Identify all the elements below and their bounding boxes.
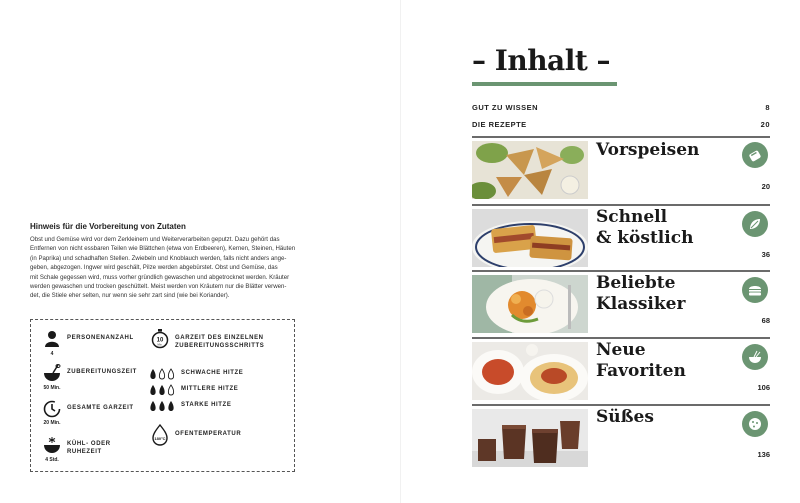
page-gutter xyxy=(400,0,401,503)
hint-line: werden gewaschen und trocken geschüttelt. Meist werden von Kräutern nur die Blätter verwen- xyxy=(30,283,287,291)
hint-line: (in Paprika) und schadhaften Stellen. Zwiebeln und Knoblauch werden, falls nicht anders ange- xyxy=(30,254,287,262)
section-page-neue-favoriten: 106 xyxy=(757,383,770,392)
vorspeisen-photo xyxy=(472,141,588,199)
hint-line: Obst und Gemüse wird vor dem Zerkleinern und Weiterverarbeiten geputzt. Dazu gehört das xyxy=(30,236,280,243)
schnell-koestlich-photo xyxy=(472,209,588,267)
toc-entry-gut-zu-wissen[interactable] xyxy=(472,103,770,112)
section-divider xyxy=(472,136,770,138)
burger-icon xyxy=(742,277,768,303)
legend-step-time-line2: ZUBEREITUNGSSCHRITTS xyxy=(175,343,265,349)
legend-servings xyxy=(43,330,134,348)
section-title-line: Neue xyxy=(596,340,646,360)
legend-total-time-example: 20 Min. xyxy=(43,420,61,426)
legend-servings-example: 4 xyxy=(50,351,54,357)
section-title-line: Beliebte xyxy=(596,273,676,293)
clock-icon xyxy=(43,400,61,418)
legend-medium-heat-label: MITTLERE HITZE xyxy=(181,386,239,392)
toc-title-underline xyxy=(472,82,617,86)
oven-thermometer-icon xyxy=(151,424,169,446)
section-divider xyxy=(472,204,770,206)
legend-high-heat xyxy=(149,399,231,411)
sandwich-icon xyxy=(742,142,768,168)
flame-medium-icon xyxy=(149,383,175,395)
legend-rest-time-line2: RUHEZEIT xyxy=(67,449,102,455)
timer-value: 10 xyxy=(156,337,164,344)
section-title-schnell-koestlich[interactable] xyxy=(596,207,736,249)
icon-legend xyxy=(30,319,295,472)
legend-rest-time-label xyxy=(67,436,111,456)
toc-entry-die-rezepte[interactable] xyxy=(472,120,770,129)
legend-low-heat-label: SCHWACHE HITZE xyxy=(181,370,244,376)
hint-line: det, die Stiele eher selten, nur wenn sie sehr zart sind (wie bei Koriander). xyxy=(30,292,230,300)
section-divider xyxy=(472,404,770,406)
legend-total-time-label: GESAMTE GARZEIT xyxy=(67,405,134,411)
section-title-neue-favoriten[interactable] xyxy=(596,340,736,382)
cookie-icon xyxy=(742,411,768,437)
toc-entry-page: 8 xyxy=(765,103,770,112)
section-title-line: Schnell xyxy=(596,207,668,227)
section-title-line: Vorspeisen xyxy=(596,140,700,160)
section-title-vorspeisen[interactable] xyxy=(596,140,736,161)
timer-unit: Min. xyxy=(157,343,163,347)
beliebte-klassiker-photo xyxy=(472,275,588,333)
legend-rest-time-example: 4 Std. xyxy=(45,457,59,463)
person-icon xyxy=(43,330,61,348)
neue-favoriten-photo xyxy=(472,342,588,400)
toc-title: – Inhalt – xyxy=(472,44,611,77)
flame-high-icon xyxy=(149,399,175,411)
section-divider xyxy=(472,337,770,339)
section-page-schnell-koestlich: 36 xyxy=(761,250,770,259)
section-title-line: Süßes xyxy=(596,407,654,427)
section-page-suesses: 136 xyxy=(757,450,770,459)
toc-entry-page: 20 xyxy=(760,120,770,129)
legend-rest-time-line1: KÜHL- ODER xyxy=(67,441,111,447)
hint-line: Entfernen von nicht essbaren Teilen wie Blättchen (etwa von Erdbeeren), Kernen, Steinen, Häuten xyxy=(30,245,296,253)
section-title-suesses[interactable] xyxy=(596,407,736,428)
section-title-line: Favoriten xyxy=(596,361,686,381)
section-page-vorspeisen: 20 xyxy=(761,182,770,191)
suesses-photo xyxy=(472,409,588,467)
legend-oven-label: OFENTEMPERATUR xyxy=(175,431,242,437)
section-page-beliebte-klassiker: 68 xyxy=(761,316,770,325)
legend-step-time xyxy=(151,330,264,350)
oven-thermo-value: 180°C xyxy=(154,436,166,441)
legend-prep-time-label: ZUBEREITUNGSZEIT xyxy=(67,369,137,375)
hint-line: geben, abgezogen. Ingwer wird geschält, Pilze werden abgebürstet. Obst und Gemüse, das xyxy=(30,264,278,272)
legend-medium-heat xyxy=(149,383,238,395)
timer-icon xyxy=(151,330,169,348)
section-divider xyxy=(472,270,770,272)
legend-total-time xyxy=(43,400,134,418)
legend-step-time-line1: GARZEIT DES EINZELNEN xyxy=(175,335,264,341)
legend-low-heat xyxy=(149,367,243,379)
section-title-line: & köstlich xyxy=(596,228,694,248)
toc-entry-label: DIE REZEPTE xyxy=(472,120,527,129)
legend-servings-label: PERSONENANZAHL xyxy=(67,335,134,341)
flame-low-icon xyxy=(149,367,175,379)
legend-oven xyxy=(151,424,241,446)
leaf-icon xyxy=(742,211,768,237)
legend-prep-time-example: 50 Min. xyxy=(43,385,61,391)
section-title-line: Klassiker xyxy=(596,294,686,314)
bowl-whisk-icon xyxy=(43,364,61,382)
legend-rest-time xyxy=(43,436,111,456)
hint-body xyxy=(30,235,310,301)
bowl-ice-icon xyxy=(43,436,61,454)
legend-high-heat-label: STARKE HITZE xyxy=(181,402,232,408)
toc-entry-label: GUT ZU WISSEN xyxy=(472,103,539,112)
hint-line: mit Schale gegessen wird, muss vorher gründlich gewaschen und abgetrocknet werden. Kräuter xyxy=(30,273,290,281)
hint-title: Hinweis für die Vorbereitung von Zutaten xyxy=(30,222,186,231)
legend-step-time-label xyxy=(175,330,264,350)
legend-prep-time xyxy=(43,364,137,382)
section-title-beliebte-klassiker[interactable] xyxy=(596,273,736,315)
noodle-bowl-icon xyxy=(742,344,768,370)
